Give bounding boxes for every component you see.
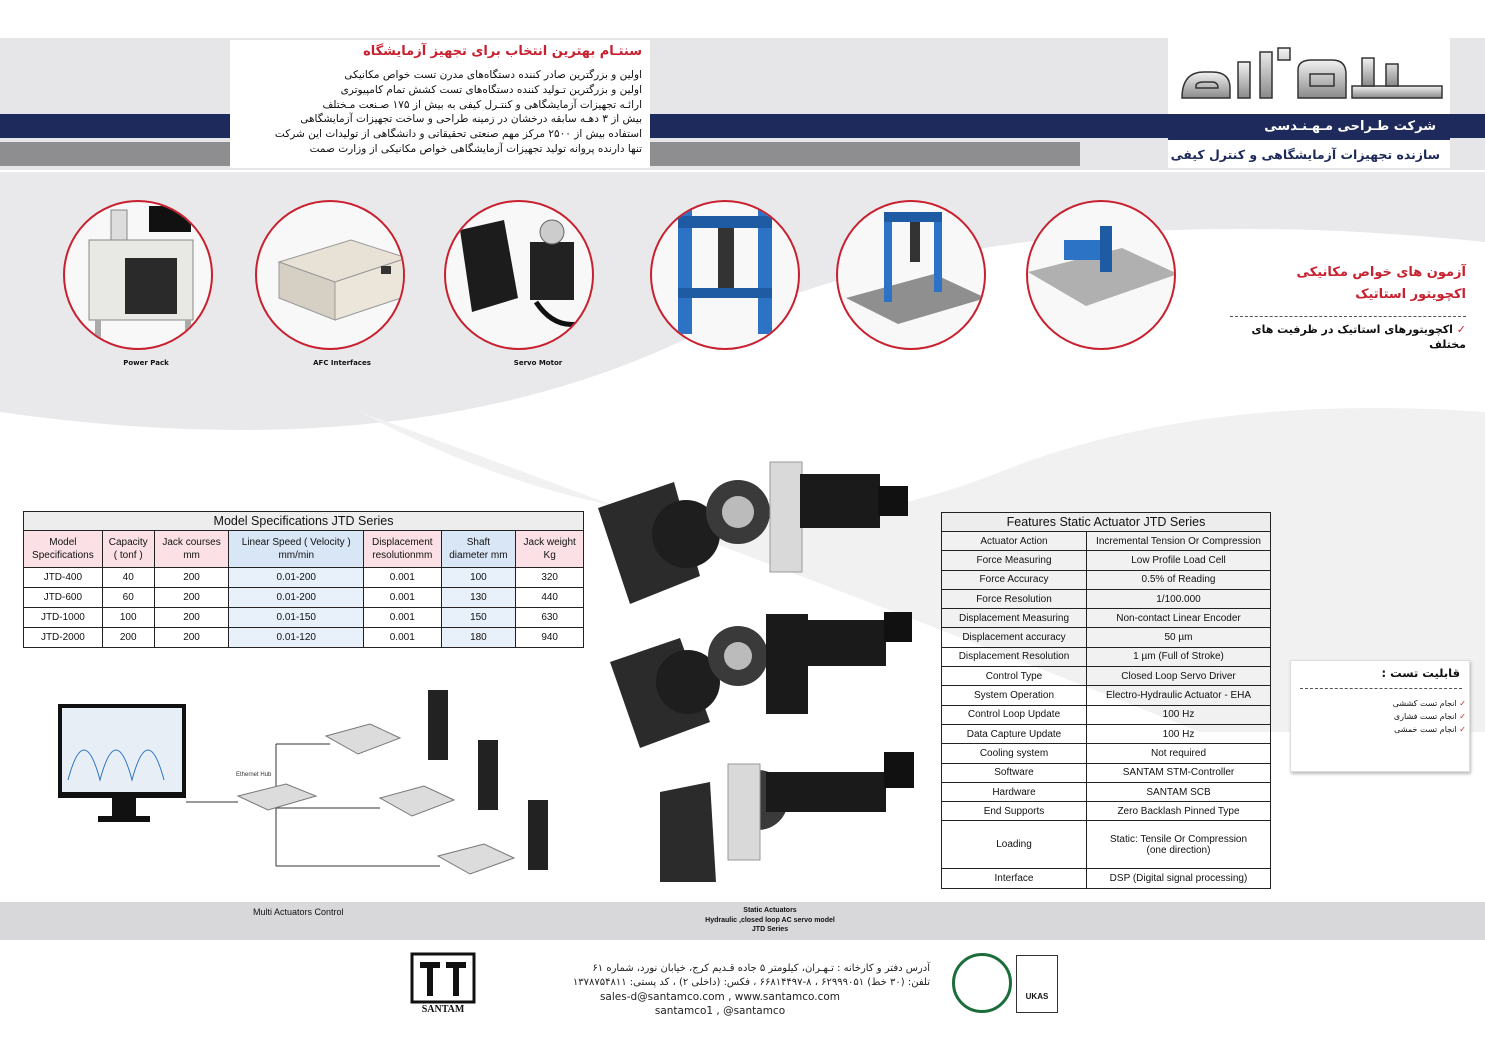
caption-line: Static Actuators bbox=[743, 907, 797, 914]
header-line: استفاده بیش از ۲۵۰۰ مرکز مهم صنعتی تحقیقاتی و دانشگاهی از تولیدات این شرکت bbox=[274, 128, 642, 141]
table-cell: 200 bbox=[154, 628, 229, 648]
feature-value: DSP (Digital signal processing) bbox=[1087, 869, 1271, 888]
feature-key: System Operation bbox=[942, 686, 1087, 705]
email-web-link[interactable]: sales-d@santamco.com , www.santamco.com bbox=[599, 991, 841, 1003]
feature-value: Electro-Hydraulic Actuator - EHA bbox=[1087, 686, 1271, 705]
table-row bbox=[24, 628, 584, 648]
table-cell: JTD-400 bbox=[24, 568, 103, 588]
product-power-pack-image bbox=[63, 200, 213, 350]
frame-blue-tall-image bbox=[650, 200, 800, 350]
header-line: بیش از ۳ دهـه سابقه درخشان در زمینه طراحی و ساخت تجهیزات آزمایشگاهی bbox=[300, 113, 642, 126]
table-cell: 0.01-200 bbox=[229, 568, 364, 588]
capability-item-text: انجام تست خمشی bbox=[1394, 725, 1457, 734]
spec-header-model bbox=[24, 531, 103, 568]
feature-key: Control Loop Update bbox=[942, 705, 1087, 724]
table-cell: 40 bbox=[102, 568, 154, 588]
table-cell: 0.01-120 bbox=[229, 628, 364, 648]
feature-key: Data Capture Update bbox=[942, 724, 1087, 743]
feature-value: Static: Tensile Or Compression (one direction) bbox=[1087, 821, 1271, 869]
spec-header-weight bbox=[516, 531, 584, 568]
check-icon: ✓ bbox=[1459, 725, 1466, 734]
table-cell: 0.001 bbox=[364, 588, 441, 608]
check-icon: ✓ bbox=[1459, 699, 1466, 708]
table-row bbox=[942, 869, 1271, 888]
spec-header-text: Shaft bbox=[466, 537, 491, 548]
feature-value: Not required bbox=[1087, 744, 1271, 763]
table-cell: 0.001 bbox=[364, 608, 441, 628]
static-actuators-image bbox=[590, 452, 935, 900]
features-table-caption: Features Static Actuator JTD Series bbox=[942, 513, 1271, 532]
side-title-line: آزمون های خواص مکانیکی bbox=[1296, 265, 1466, 280]
table-row bbox=[942, 802, 1271, 821]
side-check-item bbox=[1230, 322, 1466, 352]
table-cell: 150 bbox=[441, 608, 516, 628]
spec-header-text: Linear Speed ( Velocity ) bbox=[241, 537, 351, 548]
capability-title: قابلیت تست : bbox=[1381, 666, 1460, 680]
iso-certification-seal bbox=[952, 953, 1012, 1013]
feature-key: Displacement accuracy bbox=[942, 628, 1087, 647]
table-row bbox=[24, 568, 584, 588]
capability-list bbox=[1300, 697, 1466, 736]
spec-header-capacity bbox=[102, 531, 154, 568]
product-label: Power Pack bbox=[123, 359, 169, 367]
frame-blue-bench-image bbox=[836, 200, 986, 350]
list-item bbox=[1300, 710, 1466, 723]
table-cell: 200 bbox=[154, 588, 229, 608]
spec-header-text: ( tonf ) bbox=[113, 550, 143, 561]
table-cell: 60 bbox=[102, 588, 154, 608]
header-line: تنها دارنده پروانه تولید تجهیزات آزمایشگاهی خواص مکانیکی از وزارت صمت bbox=[309, 142, 642, 155]
spec-header-shaft bbox=[441, 531, 516, 568]
feature-key: Force Measuring bbox=[942, 551, 1087, 570]
table-row bbox=[24, 588, 584, 608]
side-title bbox=[1230, 262, 1466, 306]
product-servo-motor-image bbox=[444, 200, 594, 350]
product-label: AFC Interfaces bbox=[313, 359, 371, 367]
feature-value: Low Profile Load Cell bbox=[1087, 551, 1271, 570]
multi-actuators-label: Multi Actuators Control bbox=[253, 907, 344, 917]
feature-key: Displacement Resolution bbox=[942, 647, 1087, 666]
ukas-certification-badge bbox=[1016, 955, 1058, 1013]
feature-key: Control Type bbox=[942, 667, 1087, 686]
table-cell: 200 bbox=[154, 568, 229, 588]
table-cell: 440 bbox=[516, 588, 584, 608]
list-item bbox=[1300, 697, 1466, 710]
table-cell: 0.001 bbox=[364, 628, 441, 648]
feature-value: SANTAM SCB bbox=[1087, 782, 1271, 801]
product-afc-interfaces-image bbox=[255, 200, 405, 350]
table-row bbox=[942, 667, 1271, 686]
table-row bbox=[942, 782, 1271, 801]
feature-key: Displacement Measuring bbox=[942, 609, 1087, 628]
feature-key: Actuator Action bbox=[942, 532, 1087, 551]
table-row bbox=[942, 609, 1271, 628]
spec-header-text: mm/min bbox=[278, 550, 315, 561]
side-divider bbox=[1230, 316, 1466, 317]
logo-tagline: سازنده تجهیزات آزمایشگاهی و کنترل کیفی bbox=[1168, 142, 1450, 168]
santam-logo bbox=[1172, 40, 1448, 110]
table-row bbox=[942, 763, 1271, 782]
table-row bbox=[942, 532, 1271, 551]
table-row bbox=[942, 686, 1271, 705]
footer-contact bbox=[560, 990, 880, 1018]
logo-company-name: شرکت طـراحی مـهـنـدسی bbox=[1168, 114, 1450, 140]
spec-header-text: Jack courses bbox=[162, 537, 221, 548]
spec-header-text: Displacement bbox=[371, 537, 433, 548]
feature-key: Cooling system bbox=[942, 744, 1087, 763]
caption-line: JTD Series bbox=[751, 926, 789, 933]
feature-value: Zero Backlash Pinned Type bbox=[1087, 802, 1271, 821]
table-row bbox=[942, 821, 1271, 869]
side-title-line: اکچویتور استاتیک bbox=[1355, 287, 1466, 302]
table-row bbox=[942, 705, 1271, 724]
feature-value: 1 µm (Full of Stroke) bbox=[1087, 647, 1271, 666]
table-cell: 130 bbox=[441, 588, 516, 608]
spec-header-linear-speed bbox=[229, 531, 364, 568]
feature-value: 1/100.000 bbox=[1087, 589, 1271, 608]
header-title: سنتـام بهترین انتخاب برای تجهیز آزمایشگاه bbox=[363, 44, 642, 59]
ukas-text: UKAS bbox=[1025, 992, 1049, 1001]
side-check-text: اکچویتورهای استاتیک در ظرفیت های مختلف bbox=[1251, 323, 1466, 351]
table-row bbox=[942, 551, 1271, 570]
multi-actuators-diagram bbox=[40, 660, 560, 900]
feature-value: 50 µm bbox=[1087, 628, 1271, 647]
table-cell: 630 bbox=[516, 608, 584, 628]
table-row bbox=[942, 744, 1271, 763]
table-cell: 100 bbox=[441, 568, 516, 588]
header-line: اولین و بزرگترین تـولید کننده دستگاه‌های تست کشش تمام کامپیوتری bbox=[340, 83, 642, 96]
table-row bbox=[942, 589, 1271, 608]
capability-item-text: انجام تست کششی bbox=[1392, 699, 1457, 708]
feature-value: 100 Hz bbox=[1087, 724, 1271, 743]
address-line: آدرس دفتر و کارخانه : تـهـران، کیلومتر ۵ جاده قـدیم کرج، خیابان نورد، شماره ۶۱ bbox=[592, 963, 930, 974]
table-row bbox=[942, 724, 1271, 743]
table-cell: 320 bbox=[516, 568, 584, 588]
spec-header-text: Kg bbox=[543, 550, 556, 561]
social-link[interactable]: santamco1 , @santamco bbox=[654, 1005, 786, 1017]
table-cell: JTD-600 bbox=[24, 588, 103, 608]
static-actuators-caption bbox=[650, 906, 890, 935]
feature-key: Hardware bbox=[942, 782, 1087, 801]
list-item bbox=[1300, 723, 1466, 736]
spec-table-caption: Model Specifications JTD Series bbox=[24, 512, 584, 531]
spec-header-jack-courses bbox=[154, 531, 229, 568]
feature-key: Force Resolution bbox=[942, 589, 1087, 608]
spec-header-text: Model bbox=[49, 537, 77, 548]
phone-line: تلفن: (۳۰ خط) ۶۲۹۹۹۰۵۱ ، ۸-۶۶۸۱۴۴۹۷ ، فکس: (داخلی ۲) ، کد پستی: ۱۳۷۸۷۵۴۸۱۱ bbox=[572, 977, 930, 988]
feature-value: 100 Hz bbox=[1087, 705, 1271, 724]
feature-value: Closed Loop Servo Driver bbox=[1087, 667, 1271, 686]
feature-value: 0.5% of Reading bbox=[1087, 570, 1271, 589]
capability-divider bbox=[1300, 688, 1462, 689]
table-cell: JTD-2000 bbox=[24, 628, 103, 648]
frame-horizontal-bed-image bbox=[1026, 200, 1176, 350]
spec-header-text: resolutionmm bbox=[372, 550, 433, 561]
spec-header-displacement bbox=[364, 531, 441, 568]
feature-key: Software bbox=[942, 763, 1087, 782]
header-line: ارائـه تجهیزات آزمایشگاهی و کنتـرل کیفی به بیش از ۱۷۵ صـنعت مـختلف bbox=[322, 98, 642, 111]
feature-value: Non-contact Linear Encoder bbox=[1087, 609, 1271, 628]
feature-value: SANTAM STM-Controller bbox=[1087, 763, 1271, 782]
table-row bbox=[942, 647, 1271, 666]
table-cell: 940 bbox=[516, 628, 584, 648]
table-cell: 0.001 bbox=[364, 568, 441, 588]
check-icon: ✓ bbox=[1456, 323, 1466, 336]
table-cell: JTD-1000 bbox=[24, 608, 103, 628]
header-line: اولین و بزرگترین صادر کننده دستگاه‌های مدرن تست خواص مکانیکی bbox=[344, 69, 642, 81]
table-cell: 200 bbox=[102, 628, 154, 648]
feature-key: End Supports bbox=[942, 802, 1087, 821]
model-specifications-table bbox=[23, 511, 584, 648]
spec-header-text: Specifications bbox=[32, 550, 94, 561]
feature-key: Force Accuracy bbox=[942, 570, 1087, 589]
table-row bbox=[942, 570, 1271, 589]
product-label: Servo Motor bbox=[513, 359, 563, 367]
spec-header-text: Jack weight bbox=[523, 537, 576, 548]
table-cell: 0.01-200 bbox=[229, 588, 364, 608]
table-cell: 180 bbox=[441, 628, 516, 648]
table-cell: 0.01-150 bbox=[229, 608, 364, 628]
table-row bbox=[24, 608, 584, 628]
features-table bbox=[941, 512, 1271, 889]
footer-address bbox=[530, 962, 930, 990]
footer-logo-text: SANTAM bbox=[421, 1004, 465, 1015]
feature-key: Interface bbox=[942, 869, 1087, 888]
check-icon: ✓ bbox=[1459, 712, 1466, 721]
table-cell: 100 bbox=[102, 608, 154, 628]
spec-header-text: mm bbox=[183, 550, 200, 561]
table-row bbox=[942, 628, 1271, 647]
spec-header-text: diameter mm bbox=[449, 550, 508, 561]
header-lines bbox=[232, 68, 642, 157]
ethernet-hub-label: Ethernet Hub bbox=[236, 772, 272, 778]
feature-key: Loading bbox=[942, 821, 1087, 869]
table-cell: 200 bbox=[154, 608, 229, 628]
feature-value: Incremental Tension Or Compression bbox=[1087, 532, 1271, 551]
caption-line: Hydraulic ,closed loop AC servo model bbox=[705, 916, 835, 924]
capability-item-text: انجام تست فشاری bbox=[1393, 712, 1457, 721]
spec-header-text: Capacity bbox=[108, 537, 148, 548]
